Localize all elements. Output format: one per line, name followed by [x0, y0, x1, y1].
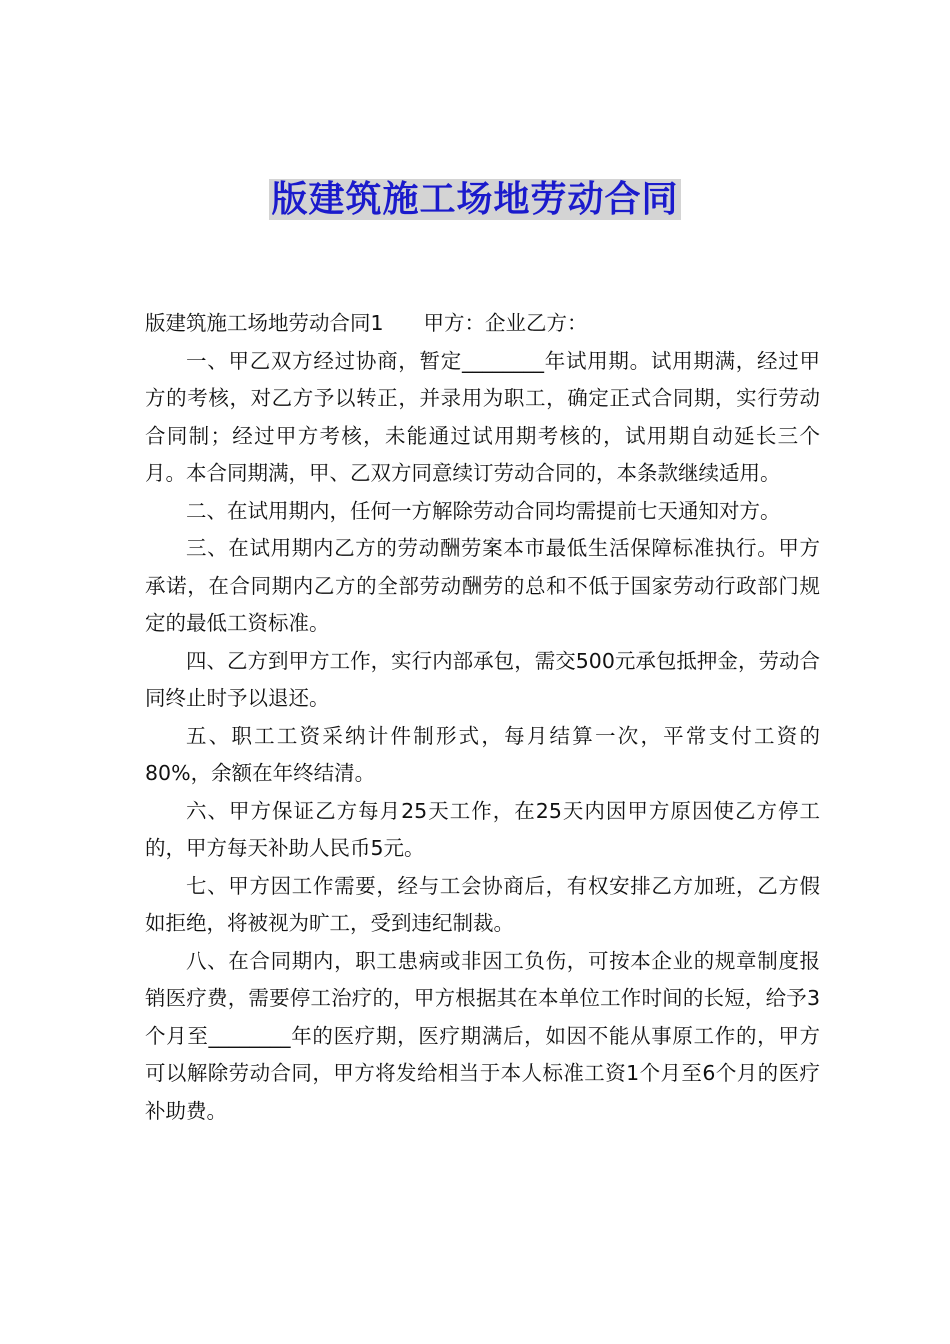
document-body — [145, 305, 820, 1130]
clause-8: 八、在合同期内，职工患病或非因工负伤，可按本企业的规章制度报销医疗费，需要停工治疗的，甲方根据其在本单位工作时间的长短，给予3个月至________年的医疗期，医疗期满后，如因不能从事原工作的，甲方可以解除劳动合同，甲方将发给相当于本人标准工资1个月至6个月的医疗补助费。 — [145, 948, 820, 1123]
clause-7: 七、甲方因工作需要，经与工会协商后，有权安排乙方加班，乙方假如拒绝，将被视为旷工，受到违纪制裁。 — [145, 873, 820, 935]
clause-1: 一、甲乙双方经过协商，暂定________年试用期。试用期满，经过甲方的考核，对乙方予以转正，并录用为职工，确定正式合同期，实行劳动合同制；经过甲方考核，未能通过试用期考核的，试用期自动延长三个月。本合同期满，甲、乙双方同意续订劳动合同的，本条款继续适用。 — [145, 348, 820, 485]
intro-heading: 版建筑施工场地劳动合同1 — [145, 311, 384, 335]
clause-6: 六、甲方保证乙方每月25天工作，在25天内因甲方原因使乙方停工的，甲方每天补助人民币5元。 — [145, 798, 820, 860]
parties-line: 甲方：企业乙方： — [423, 311, 588, 335]
clause-3: 三、在试用期内乙方的劳动酬劳案本市最低生活保障标准执行。甲方承诺，在合同期内乙方的全部劳动酬劳的总和不低于国家劳动行政部门规定的最低工资标准。 — [145, 536, 820, 635]
clause-2: 二、在试用期内，任何一方解除劳动合同均需提前七天通知对方。 — [186, 498, 781, 523]
intro-line — [145, 305, 820, 343]
clause-5: 五、职工工资采纳计件制形式，每月结算一次，平常支付工资的80%，余额在年终结清。 — [145, 723, 820, 785]
clause-4: 四、乙方到甲方工作，实行内部承包，需交500元承包抵押金，劳动合同终止时予以退还。 — [145, 648, 820, 710]
document-title: 版建筑施工场地劳动合同 — [271, 179, 679, 220]
document-title-block — [0, 172, 950, 228]
